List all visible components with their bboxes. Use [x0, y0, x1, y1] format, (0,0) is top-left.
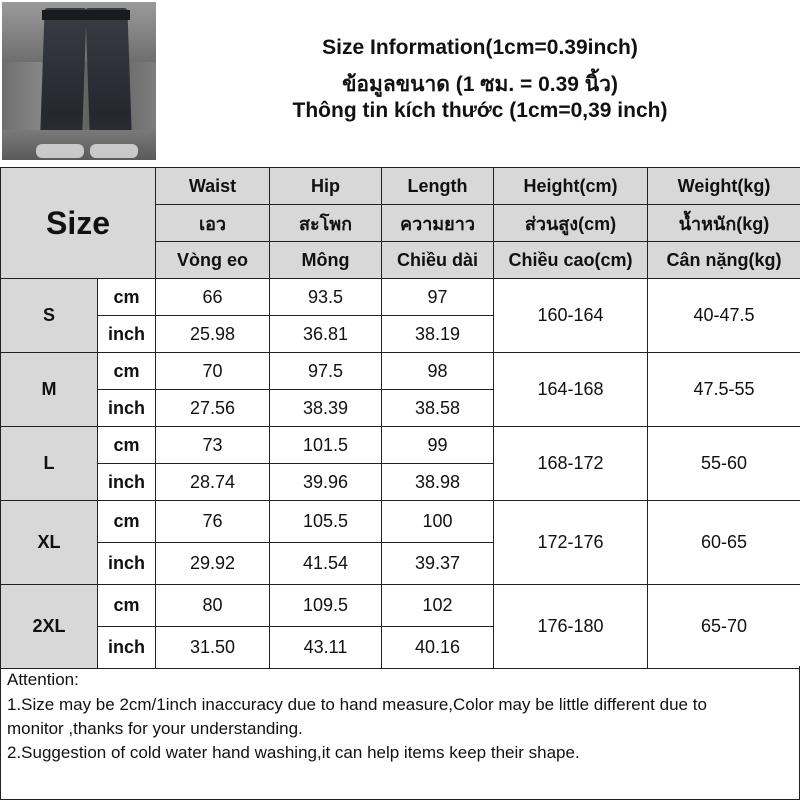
table-row	[1, 427, 800, 464]
waist-cm: 73	[156, 427, 270, 464]
notes-title: Attention:	[7, 670, 79, 689]
note-line-2: 2.Suggestion of cold water hand washing,it can help items keep their shape.	[7, 743, 580, 762]
table-row	[1, 501, 800, 543]
waist-cm: 76	[156, 501, 270, 543]
size-cell: M	[1, 353, 98, 427]
waist-inch: 27.56	[156, 390, 270, 427]
table-row	[1, 279, 800, 316]
col-waist-vi: Vòng eo	[156, 242, 270, 279]
col-hip-th: สะโพก	[270, 205, 382, 242]
col-height-vi: Chiều cao(cm)	[494, 242, 648, 279]
unit-cm: cm	[98, 585, 156, 627]
unit-cm: cm	[98, 279, 156, 316]
waist-inch: 31.50	[156, 627, 270, 669]
waist-inch: 29.92	[156, 543, 270, 585]
note-line-1a: 1.Size may be 2cm/1inch inaccuracy due to hand measure,Color may be little different due to	[7, 695, 707, 714]
product-photo	[2, 2, 156, 160]
hip-cm: 97.5	[270, 353, 382, 390]
unit-cm: cm	[98, 501, 156, 543]
col-waist-th: เอว	[156, 205, 270, 242]
title-thai: ข้อมูลขนาด (1 ซม. = 0.39 นิ้ว)	[342, 73, 618, 96]
hip-cm: 93.5	[270, 279, 382, 316]
length-inch: 38.98	[382, 464, 494, 501]
height-range: 172-176	[494, 501, 648, 585]
title-english: Size Information(1cm=0.39inch)	[322, 36, 638, 59]
length-inch: 38.19	[382, 316, 494, 353]
col-waist-en: Waist	[156, 168, 270, 205]
col-weight-en: Weight(kg)	[648, 168, 800, 205]
size-cell: L	[1, 427, 98, 501]
table-row	[1, 353, 800, 390]
hip-inch: 39.96	[270, 464, 382, 501]
length-cm: 102	[382, 585, 494, 627]
col-weight-th: น้ำหนัก(kg)	[648, 205, 800, 242]
col-height-en: Height(cm)	[494, 168, 648, 205]
col-length-en: Length	[382, 168, 494, 205]
title-vietnamese: Thông tin kích thước (1cm=0,39 inch)	[292, 99, 668, 122]
size-cell: 2XL	[1, 585, 98, 669]
col-length-vi: Chiều dài	[382, 242, 494, 279]
unit-inch: inch	[98, 390, 156, 427]
length-cm: 99	[382, 427, 494, 464]
hip-inch: 36.81	[270, 316, 382, 353]
size-header: Size	[1, 168, 156, 279]
attention-notes	[0, 666, 800, 800]
hip-cm: 105.5	[270, 501, 382, 543]
size-cell: S	[1, 279, 98, 353]
col-hip-vi: Mông	[270, 242, 382, 279]
col-length-th: ความยาว	[382, 205, 494, 242]
length-inch: 40.16	[382, 627, 494, 669]
unit-inch: inch	[98, 464, 156, 501]
waist-cm: 70	[156, 353, 270, 390]
hip-inch: 41.54	[270, 543, 382, 585]
size-cell: XL	[1, 501, 98, 585]
hip-inch: 43.11	[270, 627, 382, 669]
table-row	[1, 585, 800, 627]
unit-inch: inch	[98, 316, 156, 353]
length-cm: 100	[382, 501, 494, 543]
col-height-th: ส่วนสูง(cm)	[494, 205, 648, 242]
hip-cm: 101.5	[270, 427, 382, 464]
length-cm: 98	[382, 353, 494, 390]
waist-cm: 66	[156, 279, 270, 316]
col-weight-vi: Cân nặng(kg)	[648, 242, 800, 279]
length-cm: 97	[382, 279, 494, 316]
unit-inch: inch	[98, 543, 156, 585]
unit-inch: inch	[98, 627, 156, 669]
hip-cm: 109.5	[270, 585, 382, 627]
waist-cm: 80	[156, 585, 270, 627]
height-range: 168-172	[494, 427, 648, 501]
height-range: 176-180	[494, 585, 648, 669]
unit-cm: cm	[98, 353, 156, 390]
weight-range: 55-60	[648, 427, 800, 501]
height-range: 164-168	[494, 353, 648, 427]
weight-range: 65-70	[648, 585, 800, 669]
col-hip-en: Hip	[270, 168, 382, 205]
weight-range: 47.5-55	[648, 353, 800, 427]
weight-range: 40-47.5	[648, 279, 800, 353]
waist-inch: 25.98	[156, 316, 270, 353]
note-line-1b: monitor ,thanks for your understanding.	[7, 719, 303, 738]
waist-inch: 28.74	[156, 464, 270, 501]
hip-inch: 38.39	[270, 390, 382, 427]
height-range: 160-164	[494, 279, 648, 353]
unit-cm: cm	[98, 427, 156, 464]
length-inch: 38.58	[382, 390, 494, 427]
length-inch: 39.37	[382, 543, 494, 585]
weight-range: 60-65	[648, 501, 800, 585]
size-table	[0, 167, 800, 669]
